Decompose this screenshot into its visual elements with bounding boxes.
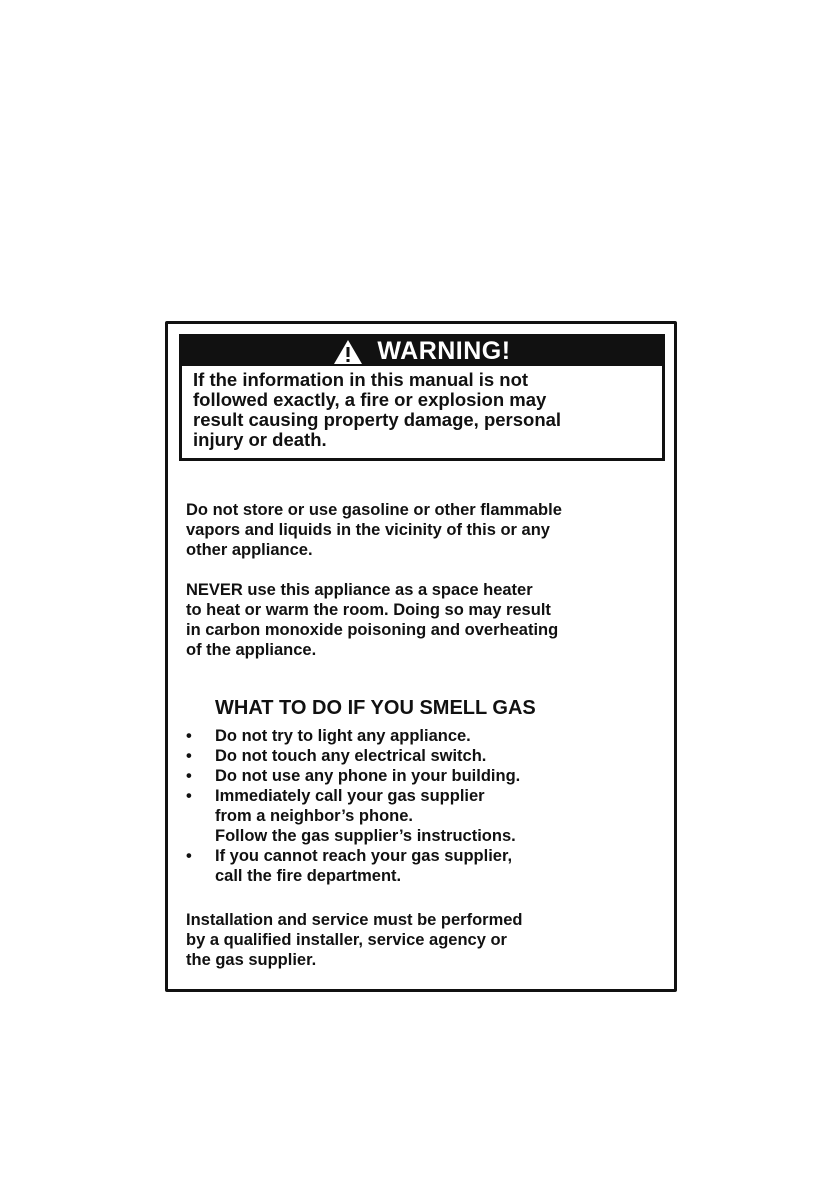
list-item [186, 726, 656, 746]
warning-text: If the information in this manual is not followed exactly, a fire or explosion may result causing property damage, personal injury or death. [193, 369, 562, 450]
bullet: • [186, 747, 192, 765]
gas-smell-heading: WHAT TO DO IF YOU SMELL GAS [215, 697, 536, 719]
list-item-text: Immediately call your gas supplier from a neighbor’s phone. Follow the gas supplier’s instructions. [215, 787, 516, 845]
warning-header [182, 337, 662, 366]
list-item [186, 746, 656, 766]
space-heater-paragraph: NEVER use this appliance as a space heater to heat or warm the room. Doing so may result in carbon monoxide poisoning and overheating of the appliance. [186, 581, 559, 659]
list-item [186, 846, 656, 886]
warning-box [179, 334, 665, 461]
list-item-text: If you cannot reach your gas supplier, call the fire department. [215, 847, 513, 885]
installation-paragraph: Installation and service must be performed by a qualified installer, service agency or the gas supplier. [186, 911, 523, 969]
list-item-text: Do not touch any electrical switch. [215, 747, 487, 765]
bullet: • [186, 847, 192, 865]
gas-instructions-list [186, 726, 656, 886]
warning-title: WARNING! [377, 337, 511, 365]
list-item-text: Do not use any phone in your building. [215, 767, 521, 785]
storage-paragraph: Do not store or use gasoline or other flammable vapors and liquids in the vicinity of this or any other appliance. [186, 501, 562, 559]
warning-triangle-icon [333, 339, 363, 365]
list-item-text: Do not try to light any appliance. [215, 727, 471, 745]
bullet: • [186, 727, 192, 745]
list-item [186, 786, 656, 846]
safety-notice-box [165, 321, 677, 992]
list-item [186, 766, 656, 786]
bullet: • [186, 787, 192, 805]
bullet: • [186, 767, 192, 785]
